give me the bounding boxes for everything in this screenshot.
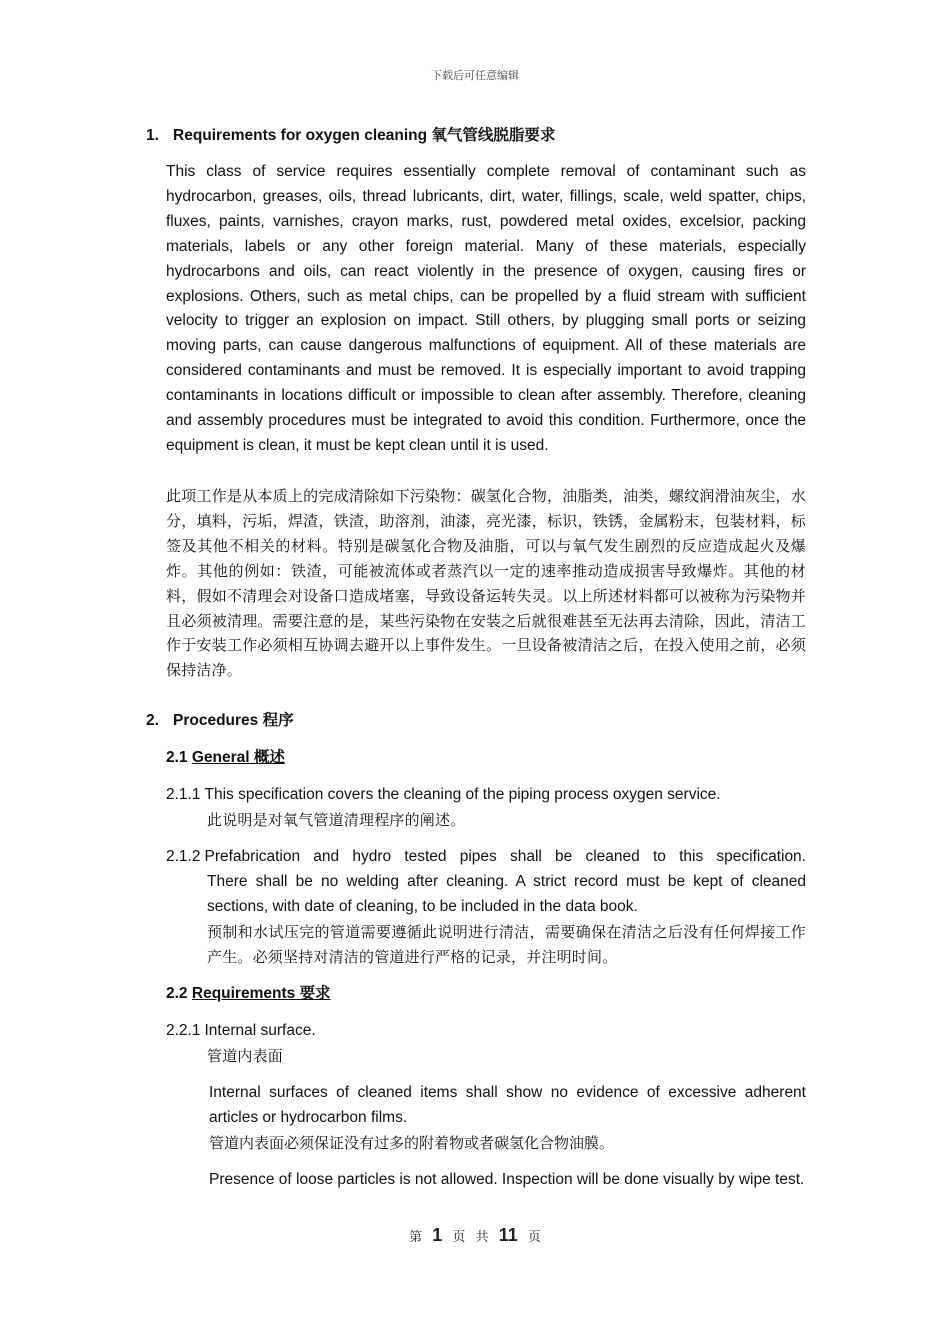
footer-total-pages: 11 xyxy=(498,1225,518,1245)
footer-prefix: 第 xyxy=(409,1230,423,1245)
subsection-2-2-heading xyxy=(166,984,331,1004)
section-2-number: 2. xyxy=(146,712,159,729)
item-2-1-2-label: 2.1.2 xyxy=(166,848,201,865)
page-header-note: 下载后可任意编辑 xyxy=(431,69,519,82)
item-2-1-1-label: 2.1.1 xyxy=(166,786,201,803)
item-2-1-1-text-cn: 此说明是对氧气管道清理程序的阐述。 xyxy=(207,811,466,829)
item-2-2-1 xyxy=(166,1019,806,1044)
subsection-2-2-number: 2.2 xyxy=(166,985,188,1002)
item-2-2-1-p1-cn: 管道内表面必须保证没有过多的附着物或者碳氢化合物油膜。 xyxy=(209,1134,615,1152)
section-2-heading xyxy=(146,711,294,731)
subsection-2-1-title: General 概述 xyxy=(191,749,285,766)
section-1-heading xyxy=(146,126,555,146)
section-1-number: 1. xyxy=(146,127,159,144)
section-2-title: Procedures 程序 xyxy=(173,712,294,729)
section-1-title: Requirements for oxygen cleaning 氧气管线脱脂要求 xyxy=(173,127,556,144)
section-1-body-cn: 此项工作是从本质上的完成清除如下污染物：碳氢化合物，油脂类，油类，螺纹润滑油灰尘，水分，填料，污垢，焊渣，铁渣，助溶剂，油漆，亮光漆，标识，铁锈，金属粉末，包装材料，标签及其他不相关的材料。特别是碳氢化合物及油脂，可以与氧气发生剧烈的反应造成起火及爆炸。其他的例如：铁渣，可能被流体或者蒸汽以一定的速率推动造成损害导致爆炸。其他的材料，假如不清理会对设备口造成堵塞，导致设备运转失灵。以上所述材料都可以被称为污染物并且必须被清理。需要注意的是，某些污染物在安装之后就很难甚至无法再去清除，因此，清洁工作于安装工作必须相互协调去避开以上事件发生。一旦设备被清洁之后，在投入使用之前，必须保持洁净。 xyxy=(166,487,806,680)
footer-middle: 页 共 xyxy=(452,1230,489,1245)
item-2-1-2 xyxy=(166,845,806,870)
item-2-2-1-text-en: Internal surface. xyxy=(204,1022,316,1039)
item-2-1-2-text-en-first: Prefabrication and hydro tested pipes shall be cleaned to this specification. xyxy=(204,848,806,865)
item-2-2-1-label: 2.2.1 xyxy=(166,1022,201,1039)
subsection-2-1-heading xyxy=(166,748,285,768)
item-2-2-1-text-cn: 管道内表面 xyxy=(207,1047,284,1065)
item-2-2-1-p1-en: Internal surfaces of cleaned items shall show no evidence of excessive adherent articles or hydrocarbon films. xyxy=(209,1084,806,1126)
item-2-1-2-text-cn: 预制和水试压完的管道需要遵循此说明进行清洁，需要确保在清洁之后没有任何焊接工作产生。必须坚持对清洁的管道进行严格的记录，并注明时间。 xyxy=(207,923,806,966)
item-2-1-1-text-en: This specification covers the cleaning of the piping process oxygen service. xyxy=(204,786,721,803)
item-2-1-1 xyxy=(166,783,806,808)
footer-page-number: 1 xyxy=(432,1225,443,1245)
item-2-1-2-text-en-rest: There shall be no welding after cleaning. A strict record must be kept of cleaned sections, with date of cleaning, to be included in the data book. xyxy=(207,873,806,915)
page-footer xyxy=(0,1225,950,1246)
section-1-body-en: This class of service requires essentially complete removal of contaminant such as hydrocarbon, greases, oils, thread lubricants, dirt, water, fillings, scale, weld spatter, chips, fluxes, paints, varnishes, crayon marks, rust, powdered metal oxides, excelsior, packing materials, labels or any other foreign material. Many of these materials, especially hydrocarbons and oils, can react violently in the presence of oxygen, causing fires or explosions. Others, such as metal chips, can be propelled by a fluid stream with sufficient velocity to trigger an explosion on impact. Still others, by plugging small ports or seizing moving parts, can cause dangerous malfunctions of equipment. All of these materials are considered contaminants and must be removed. It is especially important to avoid trapping contaminants in locations difficult or impossible to clean after assembly. Therefore, cleaning and assembly procedures must be integrated to avoid this condition. Furthermore, once the equipment is clean, it must be kept clean until it is used. xyxy=(166,163,806,454)
item-2-2-1-p2-en: Presence of loose particles is not allowed. Inspection will be done visually by wipe test. xyxy=(209,1171,805,1188)
footer-suffix: 页 xyxy=(527,1230,541,1245)
subsection-2-2-title: Requirements 要求 xyxy=(191,985,331,1002)
subsection-2-1-number: 2.1 xyxy=(166,749,188,766)
